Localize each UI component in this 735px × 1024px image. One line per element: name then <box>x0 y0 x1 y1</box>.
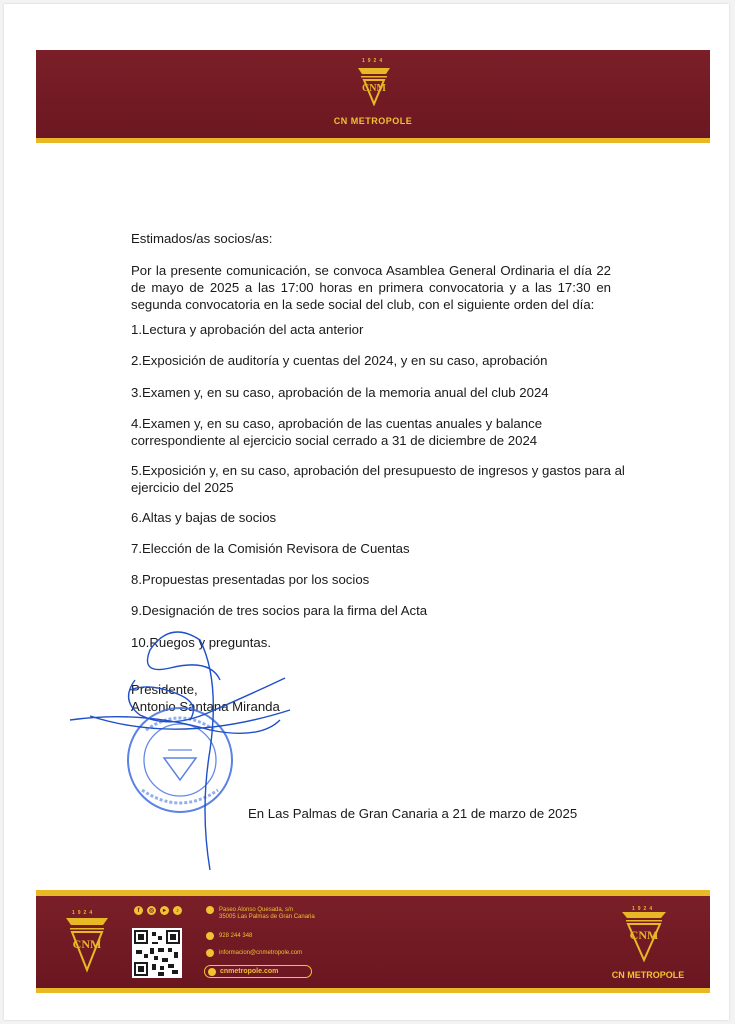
agenda-item: 2.Exposición de auditoría y cuentas del 2024, y en su caso, aprobación <box>131 353 548 368</box>
email-icon <box>206 949 214 957</box>
youtube-icon[interactable]: ▸ <box>160 906 169 915</box>
footer-logo-left-icon <box>62 908 112 978</box>
footer-logo-right-icon <box>618 904 670 964</box>
intro-paragraph: Por la presente comunicación, se convoca Asamblea General Ordinaria el día 22 de mayo de 2025 a las 17:00 horas en primera convocatoria y a las 17:30 en segunda convocatoria en la sede social del club, con el siguiente orden del día: <box>131 263 611 312</box>
social-links <box>134 906 182 915</box>
agenda-item: 5.Exposición y, en su caso, aprobación del presupuesto de ingresos y gastos para al ejercicio del 2025 <box>131 463 625 495</box>
email-address[interactable]: informacion@cnmetropole.com <box>219 950 303 956</box>
signatory-role: Presidente, <box>131 682 198 697</box>
place-and-date: En Las Palmas de Gran Canaria a 21 de marzo de 2025 <box>248 806 578 821</box>
footer-year-right: 1924 <box>632 906 656 912</box>
header-club-name: CN METROPOLE <box>333 116 413 126</box>
play-icon <box>208 968 216 976</box>
club-logo-icon <box>350 58 398 106</box>
footer-club-name: CN METROPOLE <box>611 970 685 980</box>
agenda-item: 10.Ruegos y preguntas. <box>131 635 272 650</box>
location-pin-icon <box>206 906 214 914</box>
tiktok-icon[interactable]: ♪ <box>173 906 182 915</box>
footer-year-left: 1924 <box>72 910 96 916</box>
address-line-1: Paseo Alonso Quesada, s/n <box>219 907 294 913</box>
agenda-item: 9.Designación de tres socios para la firma del Acta <box>131 603 428 618</box>
header-year: 1924 <box>362 58 386 64</box>
phone-number[interactable]: 928 244 348 <box>219 933 253 939</box>
address-line-2: 35005 Las Palmas de Gran Canaria <box>219 914 315 920</box>
phone-icon <box>206 932 214 940</box>
agenda-item: 4.Examen y, en su caso, aprobación de las cuentas anuales y balance correspondiente al ejercicio social cerrado a 31 de diciembre de 2024 <box>131 416 543 448</box>
signatory-name: Antonio Santana Miranda <box>131 699 280 714</box>
agenda-item: 6.Altas y bajas de socios <box>131 510 277 525</box>
qr-code-icon[interactable] <box>132 928 182 978</box>
club-stamp-icon <box>128 708 232 812</box>
website-text: cnmetropole.com <box>220 968 279 975</box>
facebook-icon[interactable]: f <box>134 906 143 915</box>
agenda-item: 1.Lectura y aprobación del acta anterior <box>131 322 364 337</box>
agenda-item: 8.Propuestas presentadas por los socios <box>131 572 370 587</box>
instagram-icon[interactable]: ◎ <box>148 908 155 914</box>
header-gold-stripe <box>36 138 710 143</box>
footer-gold-stripe-bottom <box>36 988 710 993</box>
logo-letters: CNM <box>362 83 386 94</box>
contact-phone <box>206 933 252 940</box>
greeting: Estimados/as socios/as: <box>131 231 273 246</box>
footer-logo-letters: CNM <box>72 937 102 951</box>
contact-address <box>206 907 315 921</box>
agenda-item: 3.Examen y, en su caso, aprobación de la memoria anual del club 2024 <box>131 385 549 400</box>
signature-and-stamp <box>60 620 340 880</box>
footer-logo-right-letters: CNM <box>629 928 659 942</box>
contact-email <box>206 950 302 957</box>
agenda-item: 7.Elección de la Comisión Revisora de Cuentas <box>131 541 410 556</box>
handwritten-signature-icon <box>70 632 290 870</box>
website-link[interactable] <box>204 965 312 978</box>
